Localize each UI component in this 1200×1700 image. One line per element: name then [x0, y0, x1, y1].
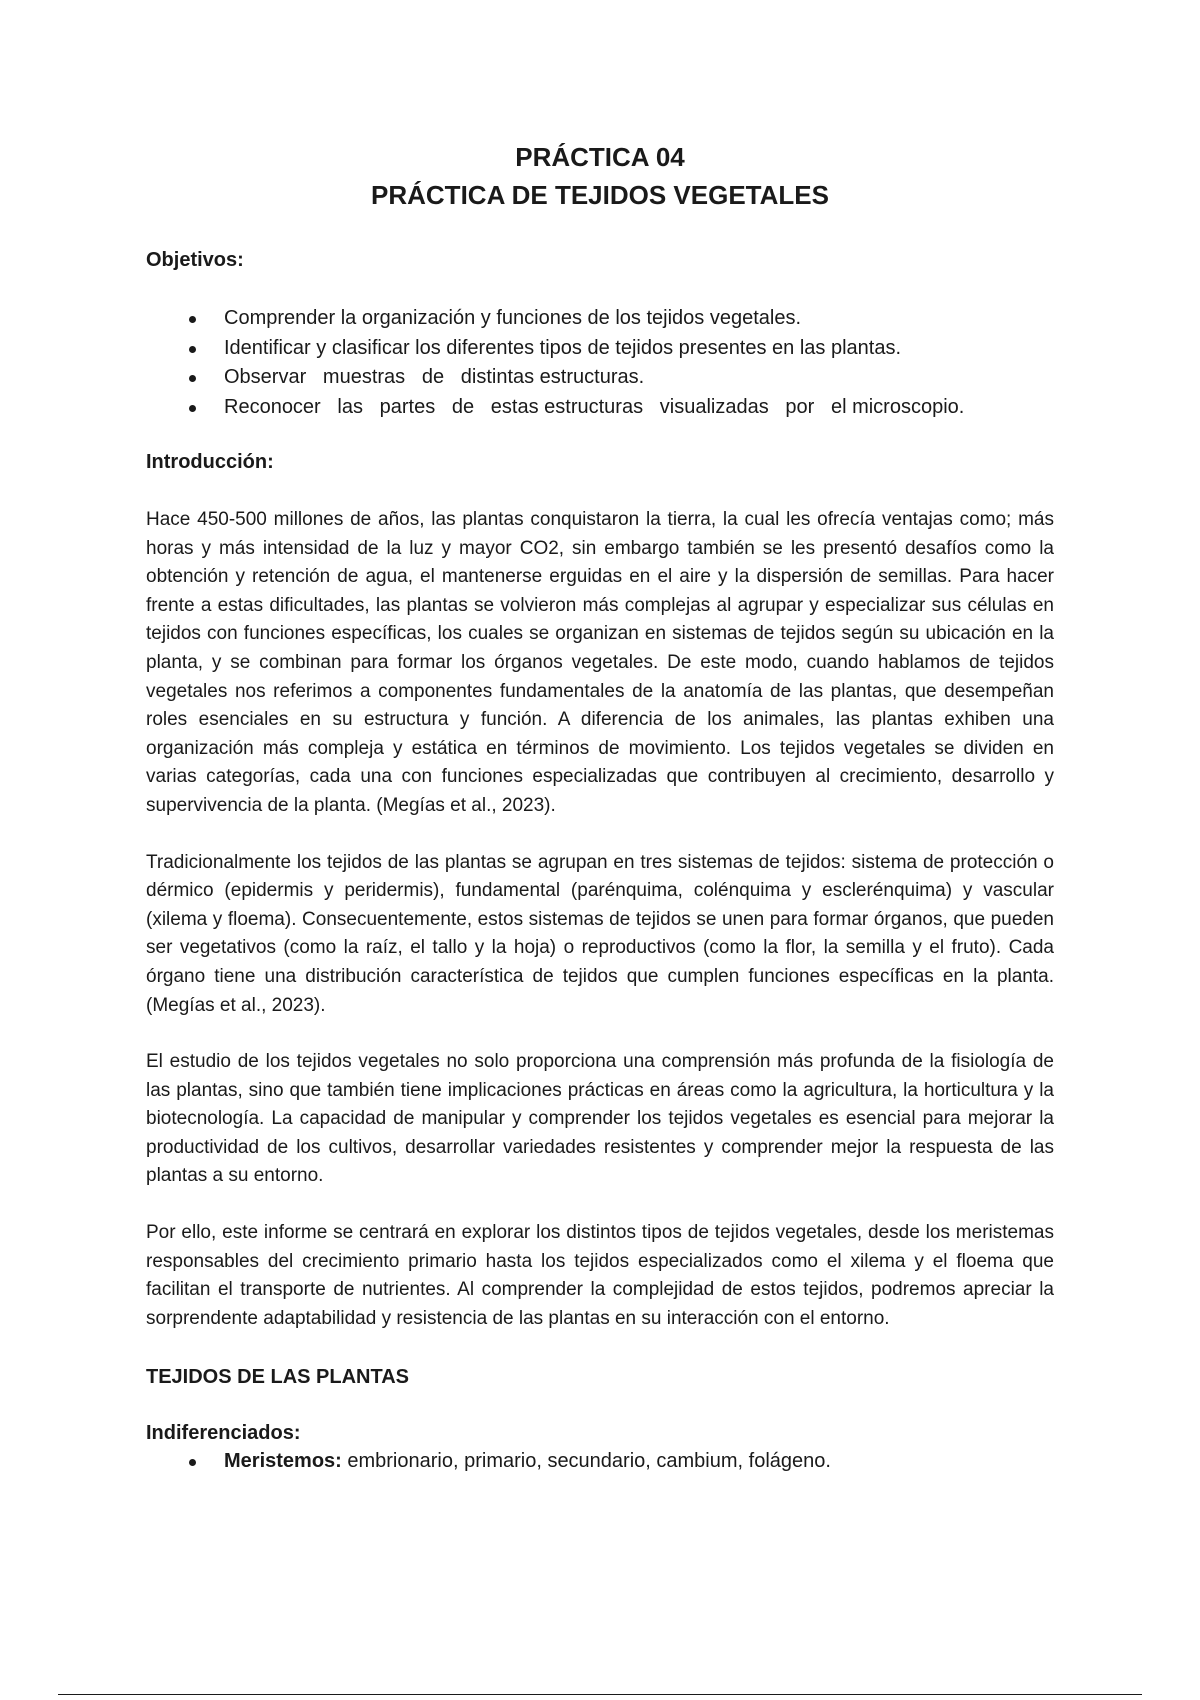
- practice-number-title: PRÁCTICA 04: [515, 142, 685, 172]
- objetivo-item: Reconocer las partes de estas estructuras visualizadas por el microscopio.: [186, 393, 1054, 423]
- intro-paragraph-3: El estudio de los tejidos vegetales no solo proporciona una comprensión más profunda de la fisiología de las plantas, sino que también tiene implicaciones prácticas en áreas como la agricultura, la horticultura y la biotecnología. La capacidad de manipular y comprender los tejidos vegetales es esencial para mejorar la productividad de los cultivos, desarrollar variedades resistentes y comprender mejor la respuesta de las plantas a su entorno.: [146, 1051, 1054, 1187]
- intro-paragraph-2: Tradicionalmente los tejidos de las plantas se agrupan en tres sistemas de tejidos: sistema de protección o dérmico (epidermis y peridermis), fundamental (parénquima, colénquima y esclerénquima) y vascular (xilema y floema). Consecuentemente, estos sistemas de tejidos se unen para formar órganos, que pueden ser vegetativos (como la raíz, el tallo y la hoja) o reproductivos (como la flor, la semilla y el fruto). Cada órgano tiene una distribución característica de tejidos que cumplen funciones específicas en la planta. (Megías et al., 2023).: [146, 851, 1054, 1016]
- intro-paragraph-1: Hace 450-500 millones de años, las plantas conquistaron la tierra, la cual les ofrecía ventajas como; más horas y más intensidad de la luz y mayor CO2, sin embargo también se les presentó desafíos como la obtención y retención de agua, el mantenerse erguidas en el aire y la dispersión de semillas. Para hacer frente a estas dificultades, las plantas se volvieron más complejas al agrupar y especializar sus células en tejidos con funciones específicas, los cuales se organizan en sistemas de tejidos según su ubicación en la planta, y se combinan para formar los órganos vegetales. De este modo, cuando hablamos de tejidos vegetales nos referimos a componentes fundamentales de la anatomía de las plantas, que desempeñan roles esenciales en su estructura y función. A diferencia de los animales, las plantas exhiben una organización más compleja y estática en términos de movimiento. Los tejidos vegetales se dividen en varias categorías, cada una con funciones especializadas que contribuyen al crecimiento, desarrollo y supervivencia de la planta. (Megías et al., 2023).: [146, 509, 1054, 816]
- introduccion-heading: Introducción:: [146, 451, 274, 473]
- spacer: [146, 1191, 1054, 1219]
- indiferenciados-heading: Indiferenciados:: [146, 1422, 301, 1445]
- objetivos-list: [146, 304, 1054, 422]
- tejido-term: Meristemos:: [224, 1450, 342, 1473]
- objetivos-heading: Objetivos:: [146, 249, 244, 271]
- spacer: [146, 274, 1054, 304]
- spacer: [146, 1020, 1054, 1048]
- objetivo-item: Observar muestras de distintas estructuras.: [186, 363, 1054, 393]
- tejidos-heading: TEJIDOS DE LAS PLANTAS: [146, 1366, 409, 1389]
- intro-paragraph-4: Por ello, este informe se centrará en explorar los distintos tipos de tejidos vegetales, desde los meristemas responsables del crecimiento primario hasta los tejidos especializados como el xilema y el floema que facilitan el transporte de nutrientes. Al comprender la complejidad de estos tejidos, podremos apreciar la sorprendente adaptabilidad y resistencia de las plantas en su interacción con el entorno.: [146, 1222, 1054, 1329]
- spacer: [146, 422, 1054, 448]
- practice-main-title: PRÁCTICA DE TEJIDOS VEGETALES: [371, 180, 829, 210]
- document-page: [146, 138, 1054, 1477]
- spacer: [146, 476, 1054, 506]
- tejido-description: embrionario, primario, secundario, cambium, folágeno.: [341, 1450, 831, 1473]
- spacer: [146, 1333, 1054, 1363]
- objetivo-item: Comprender la organización y funciones de los tejidos vegetales.: [186, 304, 1054, 334]
- objetivo-item: Identificar y clasificar los diferentes tipos de tejidos presentes en las plantas.: [186, 334, 1054, 364]
- title-block: [146, 138, 1054, 214]
- tejidos-list: [146, 1447, 1054, 1477]
- tejido-item: [186, 1447, 1054, 1477]
- spacer: [146, 1391, 1054, 1419]
- spacer: [146, 821, 1054, 849]
- footer-divider: [58, 1694, 1142, 1695]
